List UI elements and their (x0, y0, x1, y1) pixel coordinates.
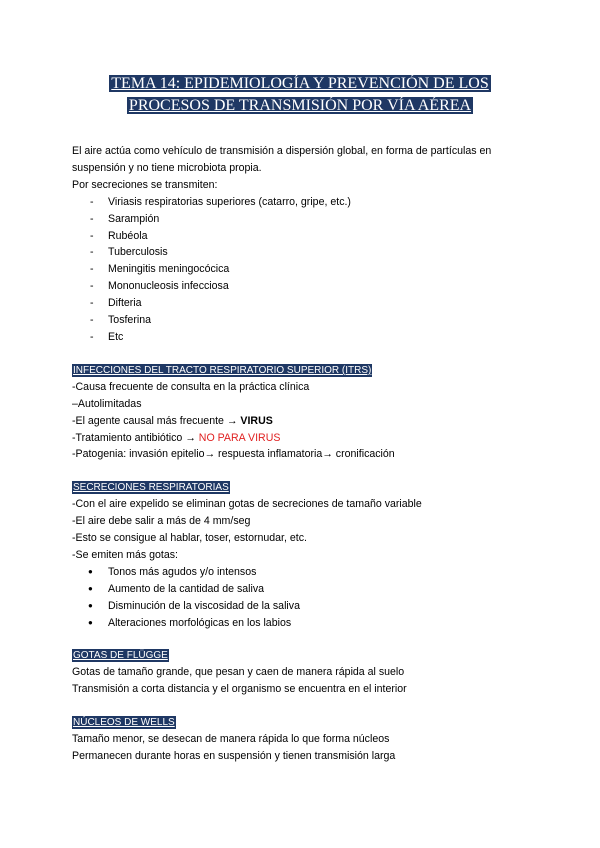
list-item: - Sarampión (72, 211, 542, 228)
list-item: - Rubéola (72, 228, 542, 245)
text-line: -Causa frecuente de consulta en la práctica clínica (72, 380, 310, 393)
section-heading: INFECCIONES DEL TRACTO RESPIRATORIO SUPERIOR (ITRS) (73, 364, 372, 376)
intro-line: suspensión y no tiene microbiota propia. (72, 161, 262, 174)
list-item: - Etc (72, 329, 542, 346)
text-line: -Tratamiento antibiótico → NO PARA VIRUS (72, 431, 281, 444)
virus-emphasis: VIRUS (240, 414, 273, 427)
intro-line: El aire actúa como vehículo de transmisión a dispersión global, en forma de partículas en (72, 145, 492, 157)
list-item: - Mononucleosis infecciosa (72, 278, 542, 295)
bullet-item: ● Alteraciones morfológicas en los labios (72, 615, 542, 632)
list-item: - Meningitis meningocócica (72, 261, 542, 278)
list-item: - Viriasis respiratorias superiores (catarro, gripe, etc.) (72, 194, 542, 211)
section-heading: SECRECIONES RESPIRATORIAS (73, 482, 229, 494)
text-line: –Autolimitadas (72, 397, 142, 410)
text-line: -El agente causal más frecuente → VIRUS (72, 414, 273, 427)
text-line: Tamaño menor, se desecan de manera rápida lo que forma núcleos (72, 733, 390, 746)
text-line: Gotas de tamaño grande, que pesan y caen de manera rápida al suelo (72, 666, 405, 679)
text-line: -Con el aire expelido se eliminan gotas de secreciones de tamaño variable (72, 498, 422, 511)
section-heading: NÚCLEOS DE WELLS (73, 717, 175, 729)
section-wells (72, 714, 542, 765)
text-line: Permanecen durante horas en suspensión y tienen transmisión larga (72, 750, 396, 762)
section-itrs (72, 362, 542, 463)
section-heading: GOTAS DE FLÜGGE (73, 650, 168, 662)
text-line: -El aire debe salir a más de 4 mm/seg (72, 515, 251, 528)
text-line: -Se emiten más gotas: (72, 548, 178, 561)
document-body (72, 143, 542, 765)
intro-line: Por secreciones se transmiten: (72, 178, 218, 191)
text-line: -Patogenia: invasión epitelio→ respuesta inflamatoria→ cronificación (72, 448, 395, 461)
section-secreciones (72, 479, 542, 631)
list-item: - Tuberculosis (72, 244, 542, 261)
bullet-list (72, 564, 542, 632)
bullet-item: ● Tonos más agudos y/o intensos (72, 564, 542, 581)
title-line-1: TEMA 14: EPIDEMIOLOGÍA Y PREVENCIÓN DE LOS (111, 75, 489, 92)
warning-text: NO PARA VIRUS (198, 431, 281, 444)
disease-list (72, 194, 542, 346)
list-item: - Tosferina (72, 312, 542, 329)
bullet-item: ● Disminución de la viscosidad de la saliva (72, 598, 542, 615)
list-item: - Difteria (72, 295, 542, 312)
text-line: -Esto se consigue al hablar, toser, estornudar, etc. (72, 532, 307, 545)
section-flugge (72, 647, 542, 698)
page-title (40, 73, 560, 117)
title-line-2: PROCESOS DE TRANSMISIÓN POR VÍA AÉREA (128, 97, 472, 114)
text-line: Transmisión a corta distancia y el organismo se encuentra en el interior (72, 683, 407, 696)
bullet-item: ● Aumento de la cantidad de saliva (72, 581, 542, 598)
